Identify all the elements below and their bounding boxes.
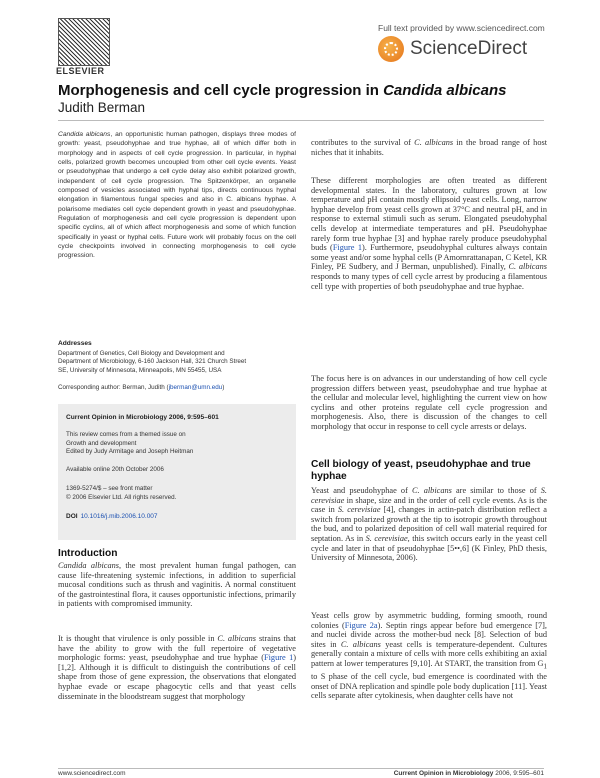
full-text-note[interactable]: Full text provided by www.sciencedirect.com — [378, 23, 545, 33]
figure-link[interactable]: Figure 1 — [264, 653, 294, 663]
doi-link[interactable]: 10.1016/j.mib.2006.10.007 — [80, 513, 158, 520]
sciencedirect-wordmark: ScienceDirect — [410, 38, 528, 59]
figure-link[interactable]: Figure 1 — [332, 243, 362, 253]
body-paragraph: These different morphologies are often treated as different developmental states. In the laboratory, cultures grown at low temperature and pH contain mostly ellipsoid yeast cells. Long, narrow hyphae develop from yeast cells grown at 37°C and neutral pH, and in response to external stimuli such as serum. Elongated pseudohyphal cells develop at intermediate temperatures and pH. Pseudohyphae rarely form true hyphae [3] and hyphae rarely produce pseudohyphal buds (Figure 1). Furthermore, pseudohyphal cultures always contain some yeast and/or some hyphal cells (P Amornrattanapan, C Ketel, KR Finley, PE Sudbery, and J Berman, unpublished). Finally, C. albicans responds to many types of cell cycle arrest by producing a filamentous cell type with properties of both pseudohyphae and true hyphae. — [311, 176, 548, 291]
author-email-link[interactable]: jberman@umn.edu — [168, 384, 223, 391]
elsevier-tree-logo-icon — [58, 18, 110, 66]
address-line: SE, University of Minnesota, Minneapolis, MN 55455, USA — [58, 366, 222, 374]
themed-issue-info: This review comes from a themed issue on Growth and development Edited by Judy Armitage and Joseph Heitman — [66, 431, 194, 455]
article-title: Morphogenesis and cell cycle progression in Candida albicans — [58, 82, 507, 99]
intro-heading: Introduction — [58, 548, 118, 559]
sciencedirect-brand[interactable] — [378, 36, 527, 62]
address-line: Department of Genetics, Cell Biology and Development and — [58, 350, 225, 357]
section-heading: Cell biology of yeast, pseudohyphae and true hyphae — [311, 459, 531, 482]
body-paragraph: Yeast cells grow by asymmetric budding, forming smooth, round colonies (Figure 2a). Septin rings appear before bud emergence [7], and nuclei divide across the mother-bud neck [8]. Selection of bud sites in C. albicans yeast cells is temperature-dependent. Cultures generally contain a mixture of cells with more cells exhibiting an axial pattern at lower temperatures [9,10]. At START, the transition from $G_1$ to S phase of the cell cycle, bud emergence is coordinated with the onset of DNA replication and spindle pole body duplication [11]. Yeast cells separate after cytokinesis, when daughter cells have not — [311, 611, 547, 701]
body-paragraph: contributes to the survival of C. albicans in the broad range of host niches that it inhabits. — [311, 138, 547, 157]
corresponding-author: Corresponding author: Berman, Judith (jberman@umn.edu) — [58, 384, 225, 391]
header-divider — [58, 120, 544, 121]
footer-citation: Current Opinion in Microbiology 2006, 9:595–601 — [393, 770, 544, 777]
body-paragraph: Yeast and pseudohyphae of C. albicans are similar to those of S. cerevisiae in shape, size and in the order of cell cycle events. As is the case in S. cerevisiae [4], changes in actin-patch distribution reflect a switch from polarized growth at the tip to isotropic growth throughout the bud, and to polarized deposition of cell wall material required for septation. As in S. cerevisiae, this switch occurs early in the yeast cell cycle and later in that of pseudohyphae [5••,6] (K Finley, PhD thesis, University of Minnesota, 2006). — [311, 486, 547, 563]
intro-paragraph-2: It is thought that virulence is only possible in C. albicans strains that have the ability to grow with the full repertoire of vegetative morphologic forms: yeast, pseudohyphae and true hyphae (Figure 1) [1,2]. Although it is difficult to distinguish the contributions of cell shape from those of gene expression, the observations that elongated hyphae evade or escape phagocytic cells and that yeast cells disseminate in the bloodstream suggest that morphology — [58, 634, 296, 701]
footer-divider — [58, 768, 544, 769]
figure-link[interactable]: Figure 2a — [344, 620, 378, 630]
footer-website[interactable]: www.sciencedirect.com — [58, 770, 126, 777]
addresses — [58, 350, 296, 375]
body-paragraph: The focus here is on advances in our understanding of how cell cycle progression differs between yeast, pseudohyphae and true hyphae at the cellular and molecular level, highlighting the current view on how cyclins and other proteins regulate cell cycle progression and morphogenesis. Also, there is discussion of the changes to cell morphology that occur in response to cell cycle arrests or delays. — [311, 374, 547, 431]
article-author: Judith Berman — [58, 100, 146, 115]
available-online: Available online 20th October 2006 — [66, 466, 164, 473]
doi: DOI 10.1016/j.mib.2006.10.007 — [66, 513, 158, 520]
publisher-name: ELSEVIER — [56, 66, 105, 76]
address-line: Department of Microbiology, 6-160 Jackson Hall, 321 Church Street — [58, 358, 247, 366]
addresses-heading: Addresses — [58, 340, 92, 347]
sciencedirect-logo-icon — [378, 36, 404, 62]
abstract: Candida albicans, an opportunistic human pathogen, displays three modes of growth: yeast, pseudohyphae and true hyphae, all of which differ both in morphology and in aspects of cell cycle progression. In particular, in hyphal cells, polarized growth becomes uncoupled from other cell cycle events. Yeast or pseudohyphae that undergo a cell cycle delay also exhibit polarized growth, independent of cell cycle progression. The Spitzenkörper, an organelle composed of vesicles associated with hyphal tips, directs continuous hyphal elongation in filamentous fungal species and also in C. albicans hyphae. A polarisome mediates cell cycle dependent growth in yeast and pseudohyphae. Regulation of morphogenesis and cell cycle progression is dependent upon specific cyclins, all of which affect morphogenesis and some of which function specifically in yeast or hyphal cells. Future work will probably focus on the cell cycle checkpoints involved in connecting morphogenesis to cell cycle progression. — [58, 131, 296, 260]
intro-paragraph-1: Candida albicans, the most prevalent human fungal pathogen, can cause life-threatening systemic infections, in addition to superficial mucosal conditions such as thrush and vaginitis. A normal constituent of the gastrointestinal flora, it causes opportunistic infections, primarily in patients with compromised immunity. — [58, 561, 296, 609]
journal-citation: Current Opinion in Microbiology 2006, 9:595–601 — [66, 414, 219, 421]
copyright-info: 1369-5274/$ – see front matter © 2006 Elsevier Ltd. All rights reserved. — [66, 485, 177, 501]
